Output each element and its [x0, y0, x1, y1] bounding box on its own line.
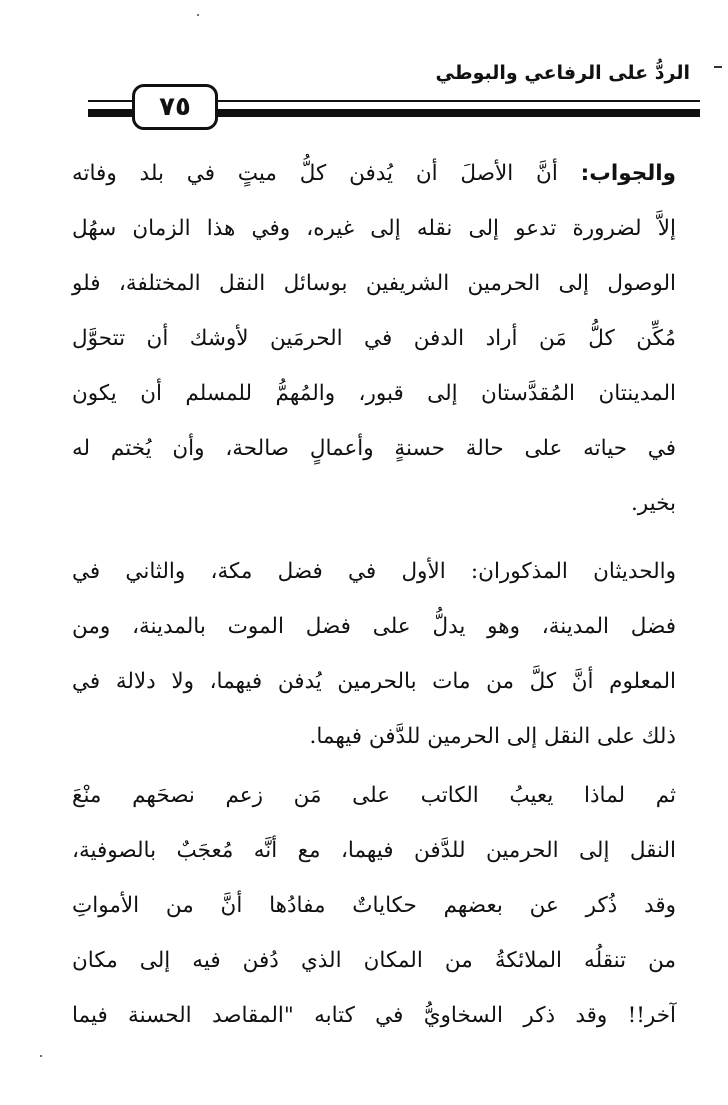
page-number: ٧٥ [159, 92, 191, 122]
paragraph-hadiths [72, 544, 676, 764]
text-line: آخر!! وقد ذكر السخاويُّ في كتابه "المقاصد الحسنة فيما [72, 1003, 676, 1028]
speck [40, 1055, 42, 1057]
text-line: والجواب: أنَّ الأصلَ أن يُدفن كلُّ ميتٍ في بلد وفاته [72, 161, 677, 186]
text-line: في حياته على حالة حسنةٍ وأعمالٍ صالحة، وأن يُختم له [72, 436, 676, 461]
text-line: المعلوم أنَّ كلَّ من مات بالحرمين يُدفن فيهما، ولا دلالة في [72, 669, 676, 694]
text-line: ذلك على النقل إلى الحرمين للدَّفن فيهما. [309, 724, 676, 749]
text-line: والحديثان المذكوران: الأول في فضل مكة، والثاني في [72, 559, 676, 584]
page-number-box [132, 84, 218, 130]
text-line: وقد ذُكر عن بعضهم حكاياتٌ مفادُها أنَّ من الأمواتِ [72, 893, 676, 918]
text-line: المدينتان المُقدَّستان إلى قبور، والمُهمُّ للمسلم أن يكون [72, 381, 676, 406]
text-line: الوصول إلى الحرمين الشريفين بوسائل النقل المختلفة، فلو [72, 271, 676, 296]
page-edge-mark [714, 66, 722, 68]
text-line: بخير. [630, 491, 676, 516]
text-line: من تنقلُه الملائكةُ من المكان الذي دُفن فيه إلى مكان [72, 948, 676, 973]
paragraph-answer [72, 146, 676, 531]
text-line: فضل المدينة، وهو يدلُّ على فضل الموت بالمدينة، ومن [72, 614, 676, 639]
paragraph-critique [72, 768, 676, 1043]
lead-word: والجواب: [580, 161, 677, 186]
running-header-title: الردُّ على الرفاعي والبوطي [435, 62, 690, 84]
speck [197, 14, 199, 16]
text-line: إلاَّ لضرورة تدعو إلى نقله إلى غيره، وفي هذا الزمان سهُل [72, 216, 676, 241]
text-line: مُكِّن كلُّ مَن أراد الدفن في الحرمَين لأوشك أن تتحوَّل [72, 326, 676, 351]
text-line: النقل إلى الحرمين للدَّفن فيهما، مع أنَّه مُعجَبٌ بالصوفية، [72, 838, 676, 863]
text-line: ثم لماذا يعيبُ الكاتب على مَن زعم نصحَهم منْعَ [72, 783, 676, 808]
